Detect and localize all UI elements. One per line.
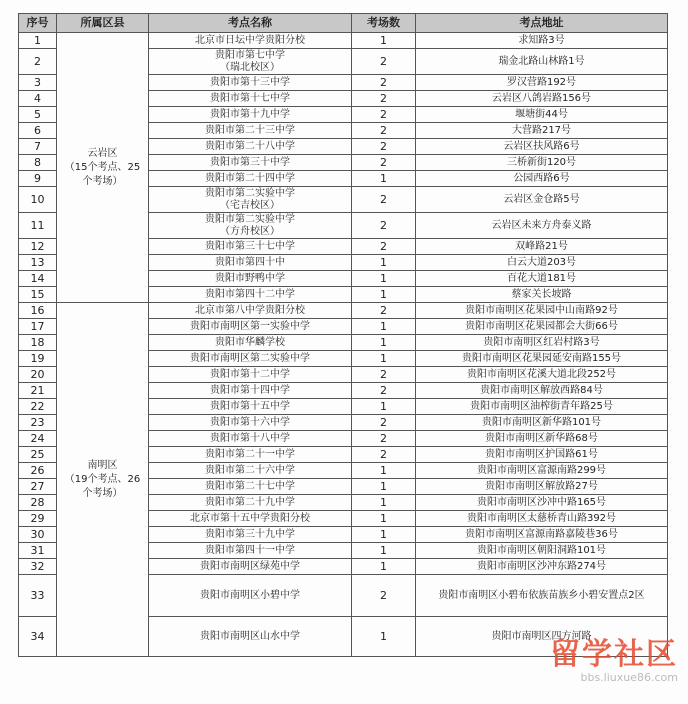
row-index: 21: [19, 383, 57, 399]
room-count: 2: [352, 123, 416, 139]
row-index: 33: [19, 575, 57, 617]
row-index: 9: [19, 171, 57, 187]
row-index: 32: [19, 559, 57, 575]
room-count: 1: [352, 171, 416, 187]
site-address: 百花大道181号: [416, 271, 668, 287]
site-name: 北京市第八中学贵阳分校: [149, 303, 352, 319]
room-count: 2: [352, 91, 416, 107]
site-name: 贵阳市第十九中学: [149, 107, 352, 123]
row-index: 15: [19, 287, 57, 303]
table-row: [19, 303, 668, 319]
site-address: 贵阳市南明区红岩村路3号: [416, 335, 668, 351]
site-address: 贵阳市南明区小碧布依族苗族乡小碧安置点2区: [416, 575, 668, 617]
room-count: 1: [352, 271, 416, 287]
site-name: 贵阳市南明区山水中学: [149, 617, 352, 657]
site-address: 贵阳市南明区花果园延安南路155号: [416, 351, 668, 367]
row-index: 5: [19, 107, 57, 123]
room-count: 1: [352, 287, 416, 303]
site-name: 贵阳市第十八中学: [149, 431, 352, 447]
room-count: 1: [352, 319, 416, 335]
row-index: 28: [19, 495, 57, 511]
row-index: 3: [19, 75, 57, 91]
row-index: 29: [19, 511, 57, 527]
row-index: 18: [19, 335, 57, 351]
room-count: 2: [352, 213, 416, 239]
site-name: 贵阳市南明区第一实验中学: [149, 319, 352, 335]
room-count: 1: [352, 559, 416, 575]
room-count: 1: [352, 335, 416, 351]
site-name: 贵阳市第二十七中学: [149, 479, 352, 495]
site-name: 贵阳市第二十四中学: [149, 171, 352, 187]
room-count: 1: [352, 495, 416, 511]
header-room-count: 考场数: [352, 14, 416, 33]
site-name: 贵阳市第二十三中学: [149, 123, 352, 139]
site-address: 瑞金北路山林路1号: [416, 49, 668, 75]
row-index: 17: [19, 319, 57, 335]
room-count: 2: [352, 239, 416, 255]
room-count: 1: [352, 463, 416, 479]
site-address: 贵阳市南明区油榨街青年路25号: [416, 399, 668, 415]
site-name: 贵阳市第十三中学: [149, 75, 352, 91]
site-address: 贵阳市南明区花溪大道北段252号: [416, 367, 668, 383]
site-address: 贵阳市南明区太慈桥青山路392号: [416, 511, 668, 527]
site-name: 贵阳市第二实验中学 （方舟校区）: [149, 213, 352, 239]
row-index: 26: [19, 463, 57, 479]
room-count: 1: [352, 255, 416, 271]
row-index: 34: [19, 617, 57, 657]
site-address: 白云大道203号: [416, 255, 668, 271]
site-name: 贵阳市第三十九中学: [149, 527, 352, 543]
row-index: 1: [19, 33, 57, 49]
site-name: 贵阳市第三十中学: [149, 155, 352, 171]
watermark: [550, 629, 678, 684]
site-name: 北京市日坛中学贵阳分校: [149, 33, 352, 49]
site-name: 贵阳市第七中学 （瑞北校区）: [149, 49, 352, 75]
site-name: 贵阳市第十七中学: [149, 91, 352, 107]
site-address: 贵阳市南明区朝阳洞路101号: [416, 543, 668, 559]
room-count: 1: [352, 527, 416, 543]
site-address: 贵阳市南明区富源南路299号: [416, 463, 668, 479]
site-name: 贵阳市南明区小碧中学: [149, 575, 352, 617]
site-name: 贵阳市第十四中学: [149, 383, 352, 399]
site-name: 贵阳市第二十八中学: [149, 139, 352, 155]
watermark-url: bbs.liuxue86.com: [580, 671, 678, 684]
site-address: 贵阳市南明区护国路61号: [416, 447, 668, 463]
room-count: 2: [352, 139, 416, 155]
table-header-row: [19, 14, 668, 33]
site-address: 贵阳市南明区四方河路: [416, 617, 668, 657]
site-address: 贵阳市南明区解放路27号: [416, 479, 668, 495]
row-index: 13: [19, 255, 57, 271]
site-name: 贵阳市第三十七中学: [149, 239, 352, 255]
site-name: 北京市第十五中学贵阳分校: [149, 511, 352, 527]
room-count: 1: [352, 617, 416, 657]
site-name: 贵阳市第二实验中学 （宅吉校区）: [149, 187, 352, 213]
site-address: 云岩区扶风路6号: [416, 139, 668, 155]
row-index: 19: [19, 351, 57, 367]
room-count: 2: [352, 303, 416, 319]
row-index: 6: [19, 123, 57, 139]
room-count: 2: [352, 447, 416, 463]
site-address: 大营路217号: [416, 123, 668, 139]
table-row: [19, 33, 668, 49]
site-address: 云岩区金仓路5号: [416, 187, 668, 213]
row-index: 4: [19, 91, 57, 107]
site-address: 贵阳市南明区花果园都会大街66号: [416, 319, 668, 335]
site-address: 罗汉营路192号: [416, 75, 668, 91]
site-address: 贵阳市南明区新华路101号: [416, 415, 668, 431]
room-count: 1: [352, 511, 416, 527]
room-count: 1: [352, 399, 416, 415]
row-index: 24: [19, 431, 57, 447]
table-body: [19, 33, 668, 657]
header-index: 序号: [19, 14, 57, 33]
site-name: 贵阳市南明区第二实验中学: [149, 351, 352, 367]
site-address: 三桥新街120号: [416, 155, 668, 171]
site-address: 贵阳市南明区花果园中山南路92号: [416, 303, 668, 319]
district-cell: 南明区 （19个考点、26 个考场）: [57, 303, 149, 657]
site-address: 贵阳市南明区富源南路嘉陵巷36号: [416, 527, 668, 543]
room-count: 2: [352, 383, 416, 399]
room-count: 2: [352, 49, 416, 75]
exam-site-table: [18, 13, 668, 657]
row-index: 12: [19, 239, 57, 255]
header-district: 所属区县: [57, 14, 149, 33]
room-count: 1: [352, 351, 416, 367]
site-name: 贵阳市第二十九中学: [149, 495, 352, 511]
row-index: 2: [19, 49, 57, 75]
room-count: 2: [352, 575, 416, 617]
site-name: 贵阳市第二十一中学: [149, 447, 352, 463]
row-index: 22: [19, 399, 57, 415]
exam-site-table-wrapper: [18, 13, 667, 657]
room-count: 2: [352, 107, 416, 123]
room-count: 1: [352, 543, 416, 559]
room-count: 2: [352, 155, 416, 171]
site-address: 云岩区未来方舟泰义路: [416, 213, 668, 239]
site-name: 贵阳市第四十中: [149, 255, 352, 271]
site-name: 贵阳市第十六中学: [149, 415, 352, 431]
row-index: 11: [19, 213, 57, 239]
site-name: 贵阳市华麟学校: [149, 335, 352, 351]
site-address: 贵阳市南明区沙冲东路274号: [416, 559, 668, 575]
room-count: 1: [352, 33, 416, 49]
header-site-name: 考点名称: [149, 14, 352, 33]
room-count: 1: [352, 479, 416, 495]
site-address: 求知路3号: [416, 33, 668, 49]
watermark-logo-text: 留学社区: [550, 637, 678, 672]
site-name: 贵阳市第二十六中学: [149, 463, 352, 479]
room-count: 2: [352, 187, 416, 213]
row-index: 7: [19, 139, 57, 155]
row-index: 16: [19, 303, 57, 319]
row-index: 27: [19, 479, 57, 495]
room-count: 2: [352, 431, 416, 447]
site-name: 贵阳市南明区绿苑中学: [149, 559, 352, 575]
site-address: 贵阳市南明区沙冲中路165号: [416, 495, 668, 511]
room-count: 2: [352, 415, 416, 431]
site-address: 双峰路21号: [416, 239, 668, 255]
header-address: 考点地址: [416, 14, 668, 33]
site-address: 云岩区八鸽岩路156号: [416, 91, 668, 107]
site-address: 公园西路6号: [416, 171, 668, 187]
row-index: 10: [19, 187, 57, 213]
site-address: 贵阳市南明区解放西路84号: [416, 383, 668, 399]
site-name: 贵阳市第四十二中学: [149, 287, 352, 303]
site-name: 贵阳市第十五中学: [149, 399, 352, 415]
room-count: 2: [352, 75, 416, 91]
row-index: 14: [19, 271, 57, 287]
site-name: 贵阳市第四十一中学: [149, 543, 352, 559]
row-index: 23: [19, 415, 57, 431]
row-index: 20: [19, 367, 57, 383]
site-name: 贵阳市第十二中学: [149, 367, 352, 383]
row-index: 25: [19, 447, 57, 463]
row-index: 30: [19, 527, 57, 543]
site-address: 堰塘街44号: [416, 107, 668, 123]
row-index: 31: [19, 543, 57, 559]
site-name: 贵阳市野鸭中学: [149, 271, 352, 287]
district-cell: 云岩区 （15个考点、25 个考场）: [57, 33, 149, 303]
site-address: 贵阳市南明区新华路68号: [416, 431, 668, 447]
row-index: 8: [19, 155, 57, 171]
site-address: 蔡家关长坡路: [416, 287, 668, 303]
room-count: 2: [352, 367, 416, 383]
